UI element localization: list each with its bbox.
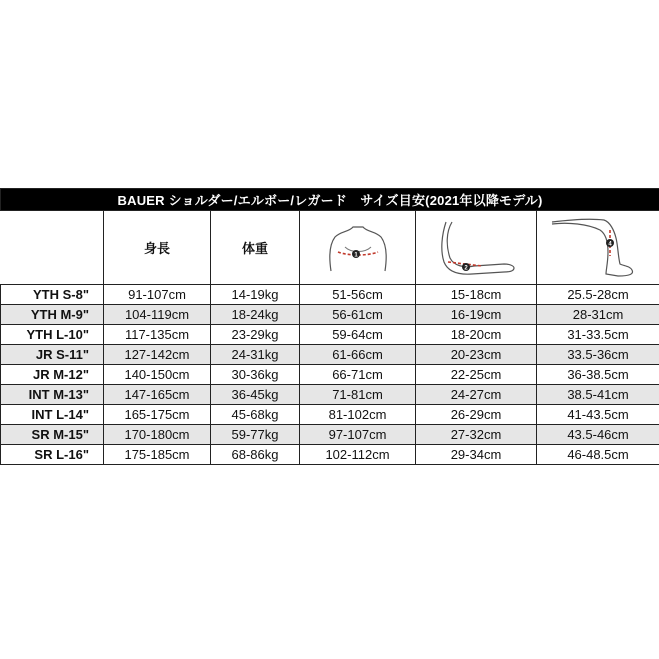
weight-cell: 23-29kg bbox=[211, 325, 300, 345]
height-cell: 104-119cm bbox=[104, 305, 211, 325]
arm-cell: 18-20cm bbox=[416, 325, 537, 345]
weight-cell: 36-45kg bbox=[211, 385, 300, 405]
leg-cell: 36-38.5cm bbox=[537, 365, 659, 385]
model-cell: INT M-13" bbox=[1, 385, 104, 405]
table-row bbox=[1, 385, 659, 405]
height-cell: 127-142cm bbox=[104, 345, 211, 365]
weight-cell: 14-19kg bbox=[211, 285, 300, 305]
height-cell: 165-175cm bbox=[104, 405, 211, 425]
weight-cell: 24-31kg bbox=[211, 345, 300, 365]
table-row bbox=[1, 445, 659, 465]
chest-cell: 102-112cm bbox=[300, 445, 416, 465]
height-cell: 91-107cm bbox=[104, 285, 211, 305]
weight-cell: 18-24kg bbox=[211, 305, 300, 325]
height-header: 身長 bbox=[104, 211, 211, 285]
chest-cell: 56-61cm bbox=[300, 305, 416, 325]
model-cell: YTH M-9" bbox=[1, 305, 104, 325]
chest-cell: 71-81cm bbox=[300, 385, 416, 405]
arm-cell: 22-25cm bbox=[416, 365, 537, 385]
header-row bbox=[1, 211, 659, 285]
model-cell: YTH S-8" bbox=[1, 285, 104, 305]
leg-cell: 25.5-28cm bbox=[537, 285, 659, 305]
arm-measurement-icon bbox=[434, 220, 518, 276]
table-row bbox=[1, 325, 659, 345]
height-cell: 175-185cm bbox=[104, 445, 211, 465]
arm-cell: 29-34cm bbox=[416, 445, 537, 465]
arm-marker-label: 2 bbox=[464, 265, 468, 271]
arm-cell: 20-23cm bbox=[416, 345, 537, 365]
title-row bbox=[1, 189, 659, 211]
model-cell: JR M-12" bbox=[1, 365, 104, 385]
leg-cell: 43.5-46cm bbox=[537, 425, 659, 445]
leg-cell: 31-33.5cm bbox=[537, 325, 659, 345]
model-cell: YTH L-10" bbox=[1, 325, 104, 345]
chest-cell: 66-71cm bbox=[300, 365, 416, 385]
height-cell: 147-165cm bbox=[104, 385, 211, 405]
chest-cell: 59-64cm bbox=[300, 325, 416, 345]
leg-header bbox=[537, 211, 659, 285]
arm-cell: 24-27cm bbox=[416, 385, 537, 405]
table-row bbox=[1, 345, 659, 365]
leg-cell: 46-48.5cm bbox=[537, 445, 659, 465]
weight-cell: 30-36kg bbox=[211, 365, 300, 385]
leg-cell: 38.5-41cm bbox=[537, 385, 659, 405]
leg-cell: 41-43.5cm bbox=[537, 405, 659, 425]
table-row bbox=[1, 365, 659, 385]
chest-cell: 61-66cm bbox=[300, 345, 416, 365]
arm-cell: 26-29cm bbox=[416, 405, 537, 425]
table-row bbox=[1, 405, 659, 425]
weight-cell: 45-68kg bbox=[211, 405, 300, 425]
table-row bbox=[1, 425, 659, 445]
leg-cell: 33.5-36cm bbox=[537, 345, 659, 365]
chest-header bbox=[300, 211, 416, 285]
size-chart-table bbox=[0, 188, 659, 465]
arm-cell: 27-32cm bbox=[416, 425, 537, 445]
model-cell: JR S-11" bbox=[1, 345, 104, 365]
model-header bbox=[1, 211, 104, 285]
leg-measurement-icon bbox=[548, 216, 648, 280]
arm-cell: 15-18cm bbox=[416, 285, 537, 305]
model-cell: INT L-14" bbox=[1, 405, 104, 425]
chest-measurement-icon bbox=[323, 223, 393, 273]
weight-cell: 68-86kg bbox=[211, 445, 300, 465]
table-row bbox=[1, 305, 659, 325]
table-row bbox=[1, 285, 659, 305]
chest-cell: 97-107cm bbox=[300, 425, 416, 445]
height-cell: 140-150cm bbox=[104, 365, 211, 385]
height-cell: 117-135cm bbox=[104, 325, 211, 345]
leg-marker-label: 4 bbox=[608, 241, 612, 247]
weight-header: 体重 bbox=[211, 211, 300, 285]
height-cell: 170-180cm bbox=[104, 425, 211, 445]
size-rows bbox=[1, 285, 659, 465]
model-cell: SR L-16" bbox=[1, 445, 104, 465]
leg-cell: 28-31cm bbox=[537, 305, 659, 325]
chart-title: BAUER ショルダー/エルボー/レガード サイズ目安(2021年以降モデル) bbox=[1, 189, 659, 211]
arm-cell: 16-19cm bbox=[416, 305, 537, 325]
chest-cell: 51-56cm bbox=[300, 285, 416, 305]
arm-header bbox=[416, 211, 537, 285]
chest-cell: 81-102cm bbox=[300, 405, 416, 425]
model-cell: SR M-15" bbox=[1, 425, 104, 445]
chest-marker-label: 1 bbox=[353, 252, 358, 258]
weight-cell: 59-77kg bbox=[211, 425, 300, 445]
